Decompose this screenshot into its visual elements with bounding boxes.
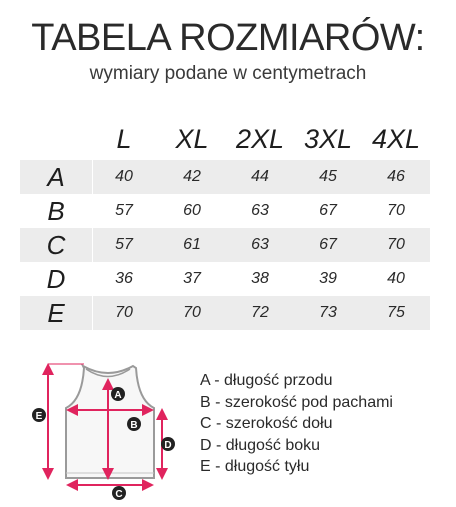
table-cell: 70: [183, 304, 201, 321]
row-label: B: [47, 196, 65, 226]
table-cell: 40: [387, 270, 405, 287]
garment-outline: [66, 366, 154, 478]
table-row-a: [20, 160, 430, 194]
table-cell: 38: [251, 270, 269, 287]
table-cell: 36: [115, 270, 133, 287]
size-header-xl: XL: [175, 124, 209, 154]
table-cell: 67: [319, 236, 337, 253]
marker-a-badge: [111, 387, 125, 401]
table-cell: 46: [387, 168, 405, 185]
table-cell: 42: [183, 168, 201, 185]
table-cell: 67: [319, 202, 337, 219]
svg-text:E: E: [35, 411, 43, 422]
marker-e-badge: [32, 408, 46, 422]
page-subtitle: wymiary podane w centymetrach: [89, 63, 367, 84]
table-row-d: [20, 262, 430, 296]
table-cell: 73: [319, 304, 337, 321]
page-title: TABELA ROZMIARÓW:: [31, 17, 425, 59]
svg-text:B: B: [130, 420, 138, 431]
table-cell: 45: [319, 168, 337, 185]
tank-top-measurement-diagram: [28, 360, 188, 500]
svg-text:A: A: [114, 390, 122, 401]
table-cell: 57: [115, 236, 133, 253]
table-cell: 57: [115, 202, 133, 219]
svg-text:D: D: [164, 440, 172, 451]
table-cell: 44: [251, 168, 269, 185]
measurement-legend: [200, 370, 393, 478]
size-header-2xl: 2XL: [235, 124, 285, 154]
row-label: A: [47, 162, 65, 192]
legend-item-e: E - długość tyłu: [200, 458, 310, 475]
table-cell: 40: [115, 168, 133, 185]
legend-item-b: B - szerokość pod pachami: [200, 393, 393, 411]
size-header-l: L: [116, 124, 132, 154]
svg-text:C: C: [115, 489, 123, 500]
table-cell: 37: [183, 270, 201, 287]
legend-item-a: A - długość przodu: [200, 372, 333, 389]
legend-item-d: D - długość boku: [200, 436, 321, 454]
legend-item-c: C - szerokość dołu: [200, 415, 333, 432]
table-row-c: [20, 228, 430, 262]
row-label: E: [47, 298, 65, 328]
row-label: D: [46, 264, 66, 294]
table-cell: 61: [183, 236, 201, 253]
table-cell: 70: [387, 236, 405, 253]
table-cell: 70: [115, 304, 133, 321]
table-row-e: [20, 296, 430, 330]
table-cell: 75: [387, 304, 405, 321]
size-header-4xl: 4XL: [371, 124, 421, 154]
marker-c-badge: [112, 486, 126, 500]
table-cell: 39: [319, 270, 337, 287]
marker-d-badge: [161, 437, 175, 451]
size-header-3xl: 3XL: [303, 124, 353, 154]
table-cell: 72: [251, 304, 269, 321]
table-cell: 60: [183, 202, 201, 219]
table-cell: 63: [251, 202, 269, 219]
garment-svg: [28, 360, 188, 500]
marker-b-badge: [127, 417, 141, 431]
table-row-b: [20, 194, 430, 228]
table-cell: 63: [251, 236, 269, 253]
row-label: C: [46, 230, 66, 260]
table-cell: 70: [387, 202, 405, 219]
